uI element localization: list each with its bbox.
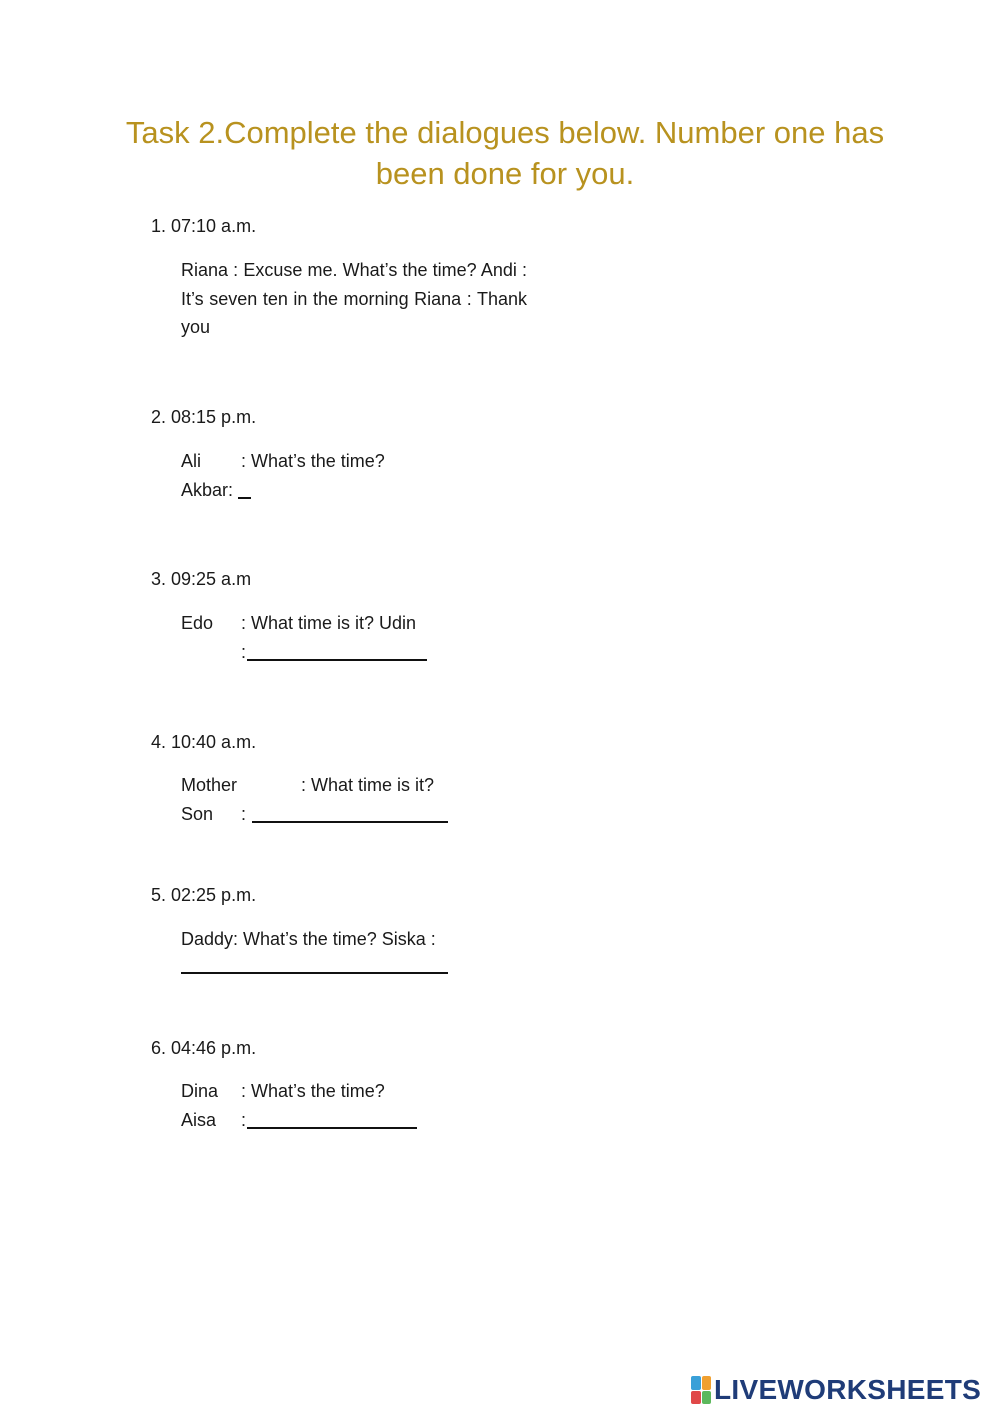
item-2-line-1: : What’s the time? — [241, 451, 385, 471]
item-3-answer-blank[interactable] — [247, 659, 427, 661]
item-6-line-1: : What’s the time? — [241, 1081, 385, 1101]
liveworksheets-logo-text: LIVEWORKSHEETS — [714, 1374, 982, 1405]
item-3-speaker-1: Edo — [181, 613, 214, 633]
logo-block-4 — [702, 1391, 712, 1405]
item-2-speaker-1: Ali — [181, 451, 202, 471]
item-6-time: 6. 04:46 p.m. — [151, 1038, 257, 1058]
logo-block-2 — [702, 1376, 712, 1390]
item-2-time: 2. 08:15 p.m. — [151, 407, 257, 427]
item-6-speaker-2: Aisa — [181, 1110, 217, 1130]
item-1-dialogue: Riana : Excuse me. What’s the time? Andi : It’s seven ten in the morning Riana : Thank you — [181, 260, 527, 337]
item-6-speaker-1: Dina — [181, 1081, 219, 1101]
item-3-time: 3. 09:25 a.m — [151, 569, 252, 589]
item-6-colon: : — [241, 1110, 247, 1130]
item-4-colon: : — [241, 804, 247, 824]
liveworksheets-logo — [691, 1374, 981, 1406]
item-4-answer-blank[interactable] — [252, 821, 448, 823]
item-4-speaker-2: Son — [181, 804, 214, 824]
item-5-answer-blank[interactable] — [181, 972, 448, 974]
item-3-colon: : — [241, 642, 247, 662]
item-5-time: 5. 02:25 p.m. — [151, 885, 257, 905]
page-title: Task 2.Complete the dialogues below. Number one has been done for you. — [125, 115, 885, 191]
item-4-time: 4. 10:40 a.m. — [151, 732, 257, 752]
item-2-answer-blank[interactable] — [238, 497, 251, 499]
item-3-line-1: : What time is it? Udin — [241, 613, 417, 633]
item-6-answer-blank[interactable] — [247, 1127, 417, 1129]
logo-block-3 — [691, 1391, 701, 1405]
item-4-line-1: : What time is it? — [301, 775, 435, 795]
item-2-speaker-2: Akbar: — [181, 480, 234, 500]
liveworksheets-logo-icon — [691, 1376, 711, 1404]
item-5-line-1: Daddy: What’s the time? Siska : — [181, 929, 436, 949]
item-4-speaker-1: Mother — [181, 775, 238, 795]
logo-block-1 — [691, 1376, 701, 1390]
item-1-time: 1. 07:10 a.m. — [151, 216, 257, 236]
